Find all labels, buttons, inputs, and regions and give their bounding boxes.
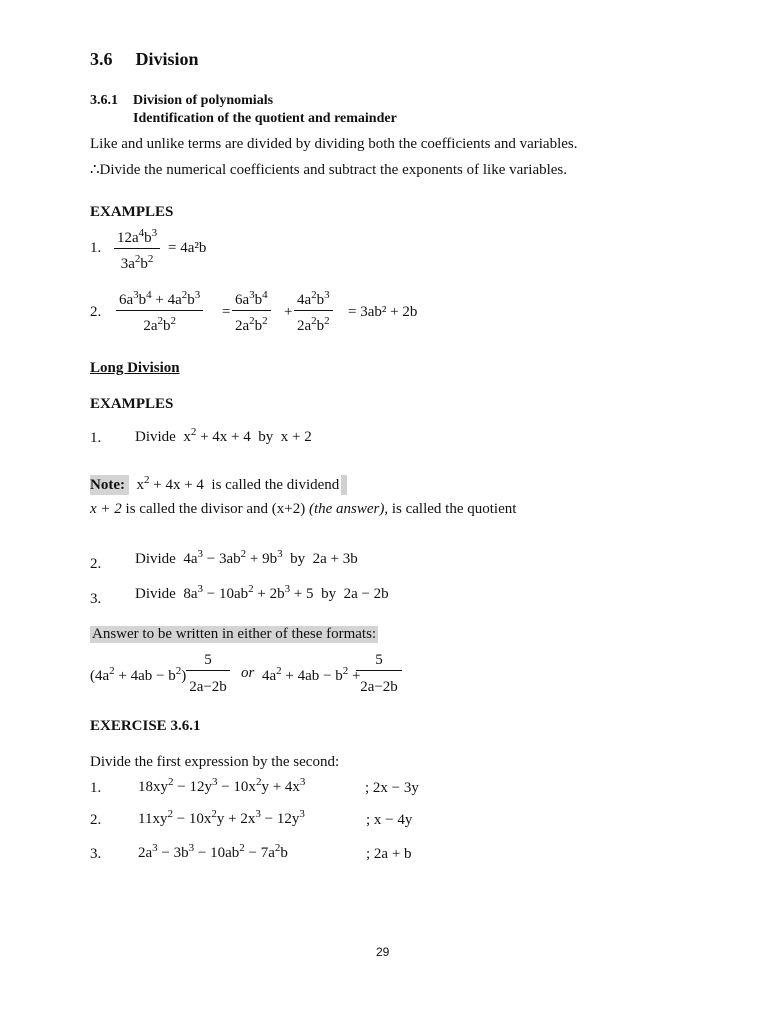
subsection-title: Division of polynomials bbox=[133, 93, 274, 108]
example-2-result: = 3ab² + 2b bbox=[348, 304, 418, 320]
dividend-text: is called the dividend bbox=[211, 477, 340, 493]
intro-line-2: ∴Divide the numerical coefficients and subtract the exponents of like variables. bbox=[90, 162, 568, 178]
exercise-item-2-expr: $11xy^2 - 10x^2y + 2x^3 - 12y^3$ bbox=[138, 808, 305, 827]
quotient-text: is called the quotient bbox=[391, 501, 517, 517]
plus-sign: + bbox=[284, 304, 293, 320]
subsection-subtitle: Identification of the quotient and remainder bbox=[133, 111, 397, 126]
format-1-fraction bbox=[186, 651, 230, 696]
section-title: Division bbox=[135, 49, 199, 69]
note-line-2 bbox=[90, 501, 516, 518]
format-2-fraction bbox=[356, 651, 402, 696]
answer-word: (the answer), bbox=[308, 501, 389, 517]
format-2-numerator: 5 bbox=[375, 652, 383, 668]
divisor-text: is called the divisor and bbox=[125, 501, 268, 517]
quotient-expr: (x+2) bbox=[271, 501, 306, 517]
example-2-term-1-fraction: $6a^3b^4$ $2a^2b^2$ bbox=[232, 286, 271, 335]
ld-example-3: Divide $8a^3 - 10ab^2 + 2b^3 + 5$ by 2a − 2b bbox=[135, 583, 389, 602]
divisor-expr: x + 2 bbox=[90, 501, 122, 517]
ld-example-2: Divide $4a^3 - 3ab^2 + 9b^3$ by 2a + 3b bbox=[135, 548, 358, 567]
text-cursor-marker bbox=[341, 475, 347, 495]
divide-word: Divide bbox=[135, 551, 176, 567]
long-division-examples-heading: EXAMPLES bbox=[90, 396, 174, 412]
by-word: by bbox=[258, 429, 274, 445]
format-2-denominator: 2a−2b bbox=[360, 679, 398, 695]
example-2-lhs-fraction: $6a^3b^4 + 4a^2b^3$ $2a^2b^2$ bbox=[116, 286, 203, 335]
ld-example-3-label: 3. bbox=[90, 591, 102, 607]
divide-word: Divide bbox=[135, 429, 176, 445]
ld-example-1-label: 1. bbox=[90, 430, 102, 446]
exercise-item-1-label: 1. bbox=[90, 780, 102, 796]
note-label: Note: bbox=[90, 475, 129, 495]
format-1-denominator: 2a−2b bbox=[189, 679, 227, 695]
exercise-item-2-divisor: ; x − 4y bbox=[366, 812, 413, 828]
exercise-item-1-expr: $18xy^2 - 12y^3 - 10x^2y + 4x^3$ bbox=[138, 776, 306, 795]
divide-word: Divide bbox=[135, 586, 176, 602]
example-2-label: 2. bbox=[90, 304, 102, 320]
intro-line-1: Like and unlike terms are divided by dividing both the coefficients and variables. bbox=[90, 136, 578, 152]
equals-sign: = bbox=[222, 304, 231, 320]
or-word: or bbox=[241, 665, 255, 681]
format-2-expr: $4a^2 + 4ab - b^2$ + bbox=[262, 665, 361, 684]
ld-example-2-label: 2. bbox=[90, 556, 102, 572]
long-division-heading: Long Division bbox=[90, 360, 180, 376]
exercise-item-3-divisor: ; 2a + b bbox=[366, 846, 412, 862]
subsection-number: 3.6.1 bbox=[90, 93, 118, 108]
exercise-item-3-expr: $2a^3 - 3b^3 - 10ab^2 - 7a^2b$ bbox=[138, 842, 288, 861]
format-1-numerator: 5 bbox=[204, 652, 212, 668]
by-word: by bbox=[321, 586, 337, 602]
ld-example-1: Divide $x^2 + 4x + 4$ by x + 2 bbox=[135, 426, 312, 445]
note-line-1: Note: $x^2 + 4x + 4$ is called the dividend bbox=[90, 474, 347, 495]
by-word: by bbox=[290, 551, 306, 567]
section-heading bbox=[90, 49, 199, 70]
example-1-fraction: $12a^4b^3$ $3a^2b^2$ bbox=[114, 224, 160, 273]
page-number: 29 bbox=[376, 945, 390, 959]
example-2-term-2-fraction: $4a^2b^3$ $2a^2b^2$ bbox=[294, 286, 333, 335]
example-1-result: = 4a²b bbox=[168, 240, 207, 256]
answer-format-label: Answer to be written in either of these formats: bbox=[92, 626, 377, 642]
examples-heading: EXAMPLES bbox=[90, 204, 174, 220]
exercise-item-3-label: 3. bbox=[90, 846, 102, 862]
example-1-label: 1. bbox=[90, 240, 102, 256]
exercise-instruction: Divide the first expression by the second: bbox=[90, 754, 340, 770]
format-1-expr: $(4a^2 + 4ab - b^2)$ bbox=[90, 665, 187, 684]
exercise-item-2-label: 2. bbox=[90, 812, 102, 828]
exercise-heading: EXERCISE 3.6.1 bbox=[90, 718, 201, 734]
subsection-heading bbox=[90, 93, 273, 109]
section-number: 3.6 bbox=[90, 49, 113, 69]
exercise-item-1-divisor: ; 2x − 3y bbox=[365, 780, 419, 796]
